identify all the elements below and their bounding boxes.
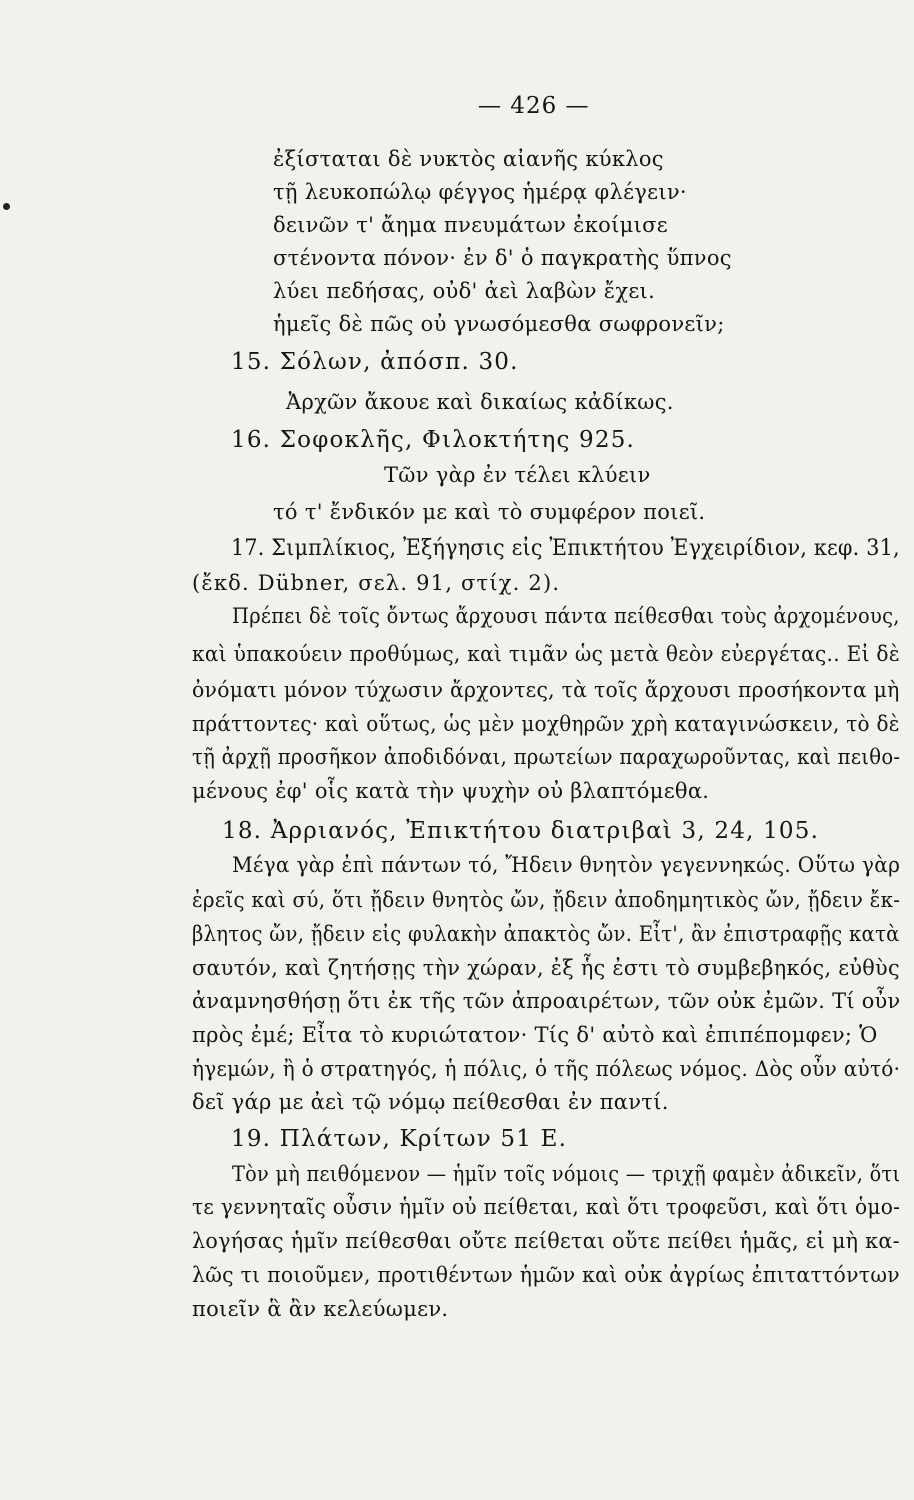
verse-line: ἡμεῖς δὲ πῶς οὐ γνωσόμεσθα σωφρονεῖν;	[273, 312, 725, 336]
verse-line: τῇ λευκοπώλῳ φέγγος ἡμέρᾳ φλέγειν·	[273, 180, 687, 204]
section-text-line: λῶς τι ποιοῦμεν, προτιθέντων ἡμῶν καὶ οὐκ ἀγρίως ἐπιταττόντων	[192, 1263, 900, 1287]
verse-line: στένοντα πόνον· ἐν δ' ὁ παγκρατὴς ὕπνος	[273, 246, 732, 270]
verse-line: δεινῶν τ' ἄημα πνευμάτων ἐκοίμισε	[273, 213, 668, 237]
section-heading-continuation: (ἔκδ. Dübner, σελ. 91, στίχ. 2).	[192, 571, 561, 595]
section-text-line: Ἀρχῶν ἄκουε καὶ δικαίως κἀδίκως.	[286, 390, 674, 414]
section-text-line: ἐρεῖς καὶ σύ, ὅτι ᾔδειν θνητὸς ὤν, ᾔδειν ἀποδημητικὸς ὤν, ᾔδειν ἔκ-	[192, 888, 901, 912]
section-text-line: μένους ἐφ' οἷς κατὰ τὴν ψυχὴν οὐ βλαπτόμεθα.	[192, 779, 710, 803]
section-text-line: πρὸς ἐμέ; Εἶτα τὸ κυριώτατον· Τίς δ' αὐτὸ καὶ ἐπιπέπομφεν; Ὁ	[192, 1023, 878, 1047]
verse-line: ἐξίσταται δὲ νυκτὸς αἰανῆς κύκλος	[273, 147, 664, 171]
section-text-line: σαυτόν, καὶ ζητήσῃς τὴν χώραν, ἐξ ἧς ἐστι τὸ συμβεβηκός, εὐθὺς	[192, 956, 900, 980]
section-text-line: πράττοντες· καὶ οὕτως, ὡς μὲν μοχθηρῶν χρὴ καταγινώσκειν, τὸ δὲ	[192, 712, 900, 736]
section-heading: 15. Σόλων, ἀπόσπ. 30.	[231, 349, 519, 375]
margin-speck	[3, 203, 10, 210]
section-text-line: ὀνόματι μόνον τύχωσιν ἄρχοντες, τὰ τοῖς ἄρχουσι προσήκοντα μὴ	[192, 678, 900, 702]
section-text-line: ποιεῖν ἃ ἂν κελεύωμεν.	[192, 1297, 449, 1321]
section-text-line: καὶ ὑπακούειν προθύμως, καὶ τιμᾶν ὡς μετὰ θεὸν εὐεργέτας.. Εἰ δὲ	[192, 642, 900, 666]
section-heading: 19. Πλάτων, Κρίτων 51 Ε.	[231, 1126, 568, 1152]
section-text-line: τῇ ἀρχῇ προσῆκον ἀποδιδόναι, πρωτείων παραχωροῦντας, καὶ πειθο-	[192, 745, 901, 769]
section-heading: 18. Ἀρριανός, Ἐπικτήτου διατριβαὶ 3, 24, 105.	[222, 818, 820, 844]
section-text-line: λογήσας ἡμῖν πείθεσθαι οὔτε πείθεται οὔτε πείθει ἡμᾶς, εἰ μὴ κα-	[192, 1229, 900, 1253]
section-heading: 16. Σοφοκλῆς, Φιλοκτήτης 925.	[231, 427, 636, 453]
page-number: — 426 —	[478, 93, 590, 119]
section-text-line: βλητος ὤν, ᾔδειν εἰς φυλακὴν ἀπακτὸς ὤν. Εἶτ', ἂν ἐπιστραφῇς κατὰ	[192, 922, 900, 946]
section-text-line: Πρέπει δὲ τοῖς ὄντως ἄρχουσι πάντα πείθεσθαι τοὺς ἀρχομένους,	[232, 604, 900, 628]
section-text-line: Τὸν μὴ πειθόμενον — ἡμῖν τοῖς νόμοις — τριχῇ φαμὲν ἀδικεῖν, ὅτι	[232, 1162, 901, 1186]
section-text-line: Μέγα γὰρ ἐπὶ πάντων τό, Ἤδειν θνητὸν γεγεννηκώς. Οὕτω γὰρ	[232, 853, 901, 877]
section-text-line: δεῖ γάρ με ἀεὶ τῷ νόμῳ πείθεσθαι ἐν παντί.	[192, 1090, 669, 1114]
section-text-line: ἀναμνησθήσῃ ὅτι ἐκ τῆς τῶν ἀπροαιρέτων, τῶν οὐκ ἐμῶν. Τί οὖν	[192, 989, 901, 1013]
section-heading: 17. Σιμπλίκιος, Ἐξήγησις εἰς Ἐπικτήτου Ἐγχειρίδιον, κεφ. 31,	[231, 536, 900, 561]
section-text-line: ἡγεμών, ἢ ὁ στρατηγός, ἡ πόλις, ὁ τῆς πόλεως νόμος. Δὸς οὖν αὐτό·	[192, 1057, 901, 1081]
section-text-line: τό τ' ἔνδικόν με καὶ τὸ συμφέρον ποιεῖ.	[273, 500, 706, 524]
section-text-line: τε γεννηταῖς οὖσιν ἡμῖν οὐ πείθεται, καὶ ὅτι τροφεῦσι, καὶ ὅτι ὁμο-	[192, 1195, 901, 1219]
verse-line: λύει πεδήσας, οὐδ' ἀεὶ λαβὼν ἔχει.	[273, 279, 656, 303]
section-text-line: Τῶν γὰρ ἐν τέλει κλύειν	[384, 463, 651, 487]
